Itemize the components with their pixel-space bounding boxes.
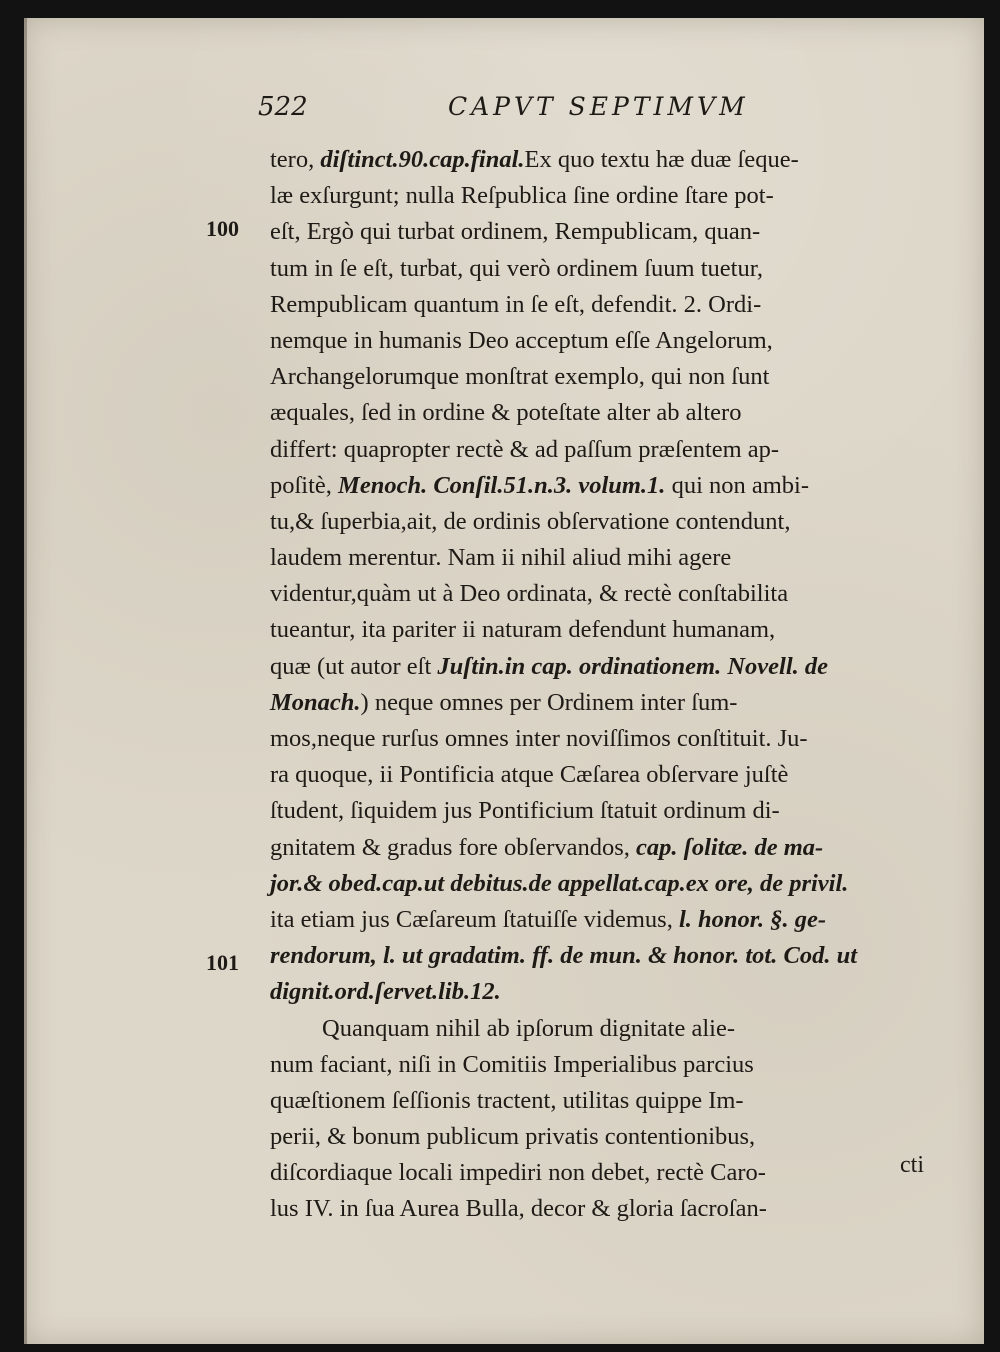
text-line [270, 902, 930, 938]
text-segment: nemque in humanis Deo acceptum eſſe Angelorum, [270, 326, 773, 354]
text-segment: diſcordiaque locali impediri non debet, rectè Caro- [270, 1159, 766, 1187]
text-line [270, 540, 930, 576]
citation: Monach. [270, 688, 361, 716]
text-line [270, 395, 930, 431]
text-segment: mos,neque rurſus omnes inter noviſſimos conſtituit. Ju- [270, 725, 808, 752]
text-line [270, 251, 930, 287]
text-line [270, 178, 930, 214]
text-segment: æquales, ſed in ordine & poteſtate alter ab altero [270, 399, 742, 427]
text-line [270, 1191, 930, 1227]
running-head: CAPVT SEPTIMVM [448, 92, 749, 121]
text-line [270, 323, 930, 359]
text-line [270, 142, 930, 178]
citation: rendorum, l. ut gradatim. ff. de mun. & honor. tot. Cod. ut [270, 942, 858, 970]
margin-number: 101 [206, 950, 239, 975]
text-segment: laudem merentur. Nam ii nihil aliud mihi agere [270, 544, 732, 572]
text-line [270, 287, 930, 323]
text-line [270, 974, 930, 1010]
page-number: 522 [258, 92, 308, 122]
text-segment: Rempublicam quantum in ſe eſt, defendit. 2. Ordi- [270, 290, 762, 318]
text-line [270, 612, 930, 648]
citation: Juſtin.in cap. ordinationem. Novell. de [437, 652, 829, 680]
text-line [270, 757, 930, 793]
text-line [270, 576, 930, 612]
text-segment: eſt, Ergò qui turbat ordinem, Rempublicam, quan- [270, 218, 761, 246]
text-segment: qui non ambi- [665, 471, 810, 499]
citation: diſtinct.90.cap.final. [320, 146, 525, 173]
text-segment: Archangelorumque monſtrat exemplo, qui non ſunt [270, 363, 770, 391]
text-line [270, 468, 930, 504]
text-segment: quæſtionem ſeſſionis tractent, utilitas quippe Im- [270, 1086, 744, 1114]
citation: cap. ſolitæ. de ma- [636, 833, 824, 861]
text-segment: tu,& ſuperbia,ait, de ordinis obſervatione contendunt, [270, 507, 791, 535]
page-header [258, 92, 818, 132]
text-line [270, 793, 930, 829]
text-segment: quæ (ut autor eſt [270, 652, 438, 680]
catchword: cti [900, 1152, 924, 1178]
text-segment: differt: quapropter rectè & ad paſſum præſentem ap- [270, 435, 780, 463]
text-segment: tum in ſe eſt, turbat, qui verò ordinem ſuum tuetur, [270, 254, 764, 282]
citation: Menoch. Conſil.51.n.3. volum.1. [338, 471, 666, 499]
text-line [270, 938, 930, 974]
text-segment: ita etiam jus Cæſareum ſtatuiſſe videmus, [270, 905, 679, 933]
text-line [270, 721, 930, 757]
text-segment: Ex quo textu hæ duæ ſeque- [524, 146, 799, 173]
text-line [270, 685, 930, 721]
text-line [270, 830, 930, 866]
text-segment: ra quoque, ii Pontificia atque Cæſarea obſervare juſtè [270, 761, 789, 789]
citation: jor.& obed.cap.ut debitus.de appellat.cap.ex ore, de privil. [270, 869, 849, 897]
margin-number: 100 [206, 216, 239, 241]
text-segment: ) neque omnes per Ordinem inter ſum- [360, 688, 738, 716]
citation: l. honor. §. ge- [678, 905, 826, 933]
text-segment: tero, [270, 146, 321, 173]
text-line [270, 214, 930, 250]
body-text [270, 142, 930, 1228]
text-line [270, 649, 930, 685]
text-line [270, 1155, 930, 1191]
page-gutter [24, 18, 27, 1344]
text-line [270, 1119, 930, 1155]
text-line [270, 1083, 930, 1119]
text-line [270, 1047, 930, 1083]
text-segment: lus IV. in ſua Aurea Bulla, decor & gloria ſacroſan- [270, 1195, 767, 1223]
text-segment: læ exſurgunt; nulla Reſpublica ſine ordine ſtare pot- [270, 182, 774, 210]
citation: dignit.ord.ſervet.lib.12. [270, 978, 501, 1006]
text-line [270, 866, 930, 902]
text-line [270, 432, 930, 468]
text-line [270, 359, 930, 395]
text-segment: perii, & bonum publicum privatis contentionibus, [270, 1123, 756, 1151]
text-segment: videntur,quàm ut à Deo ordinata, & rectè conſtabilita [270, 580, 789, 608]
text-segment: Quanquam nihil ab ipſorum dignitate alie- [322, 1014, 735, 1042]
text-segment: tueantur, ita pariter ii naturam defendunt humanam, [270, 616, 776, 644]
text-segment: ſtudent, ſiquidem jus Pontificium ſtatuit ordinum di- [270, 797, 780, 825]
text-segment: gnitatem & gradus fore obſervandos, [270, 833, 637, 861]
text-line [270, 504, 930, 540]
text-segment: num faciant, niſi in Comitiis Imperialibus parcius [270, 1050, 754, 1078]
text-line [270, 1011, 930, 1047]
text-segment: poſitè, [270, 471, 339, 499]
